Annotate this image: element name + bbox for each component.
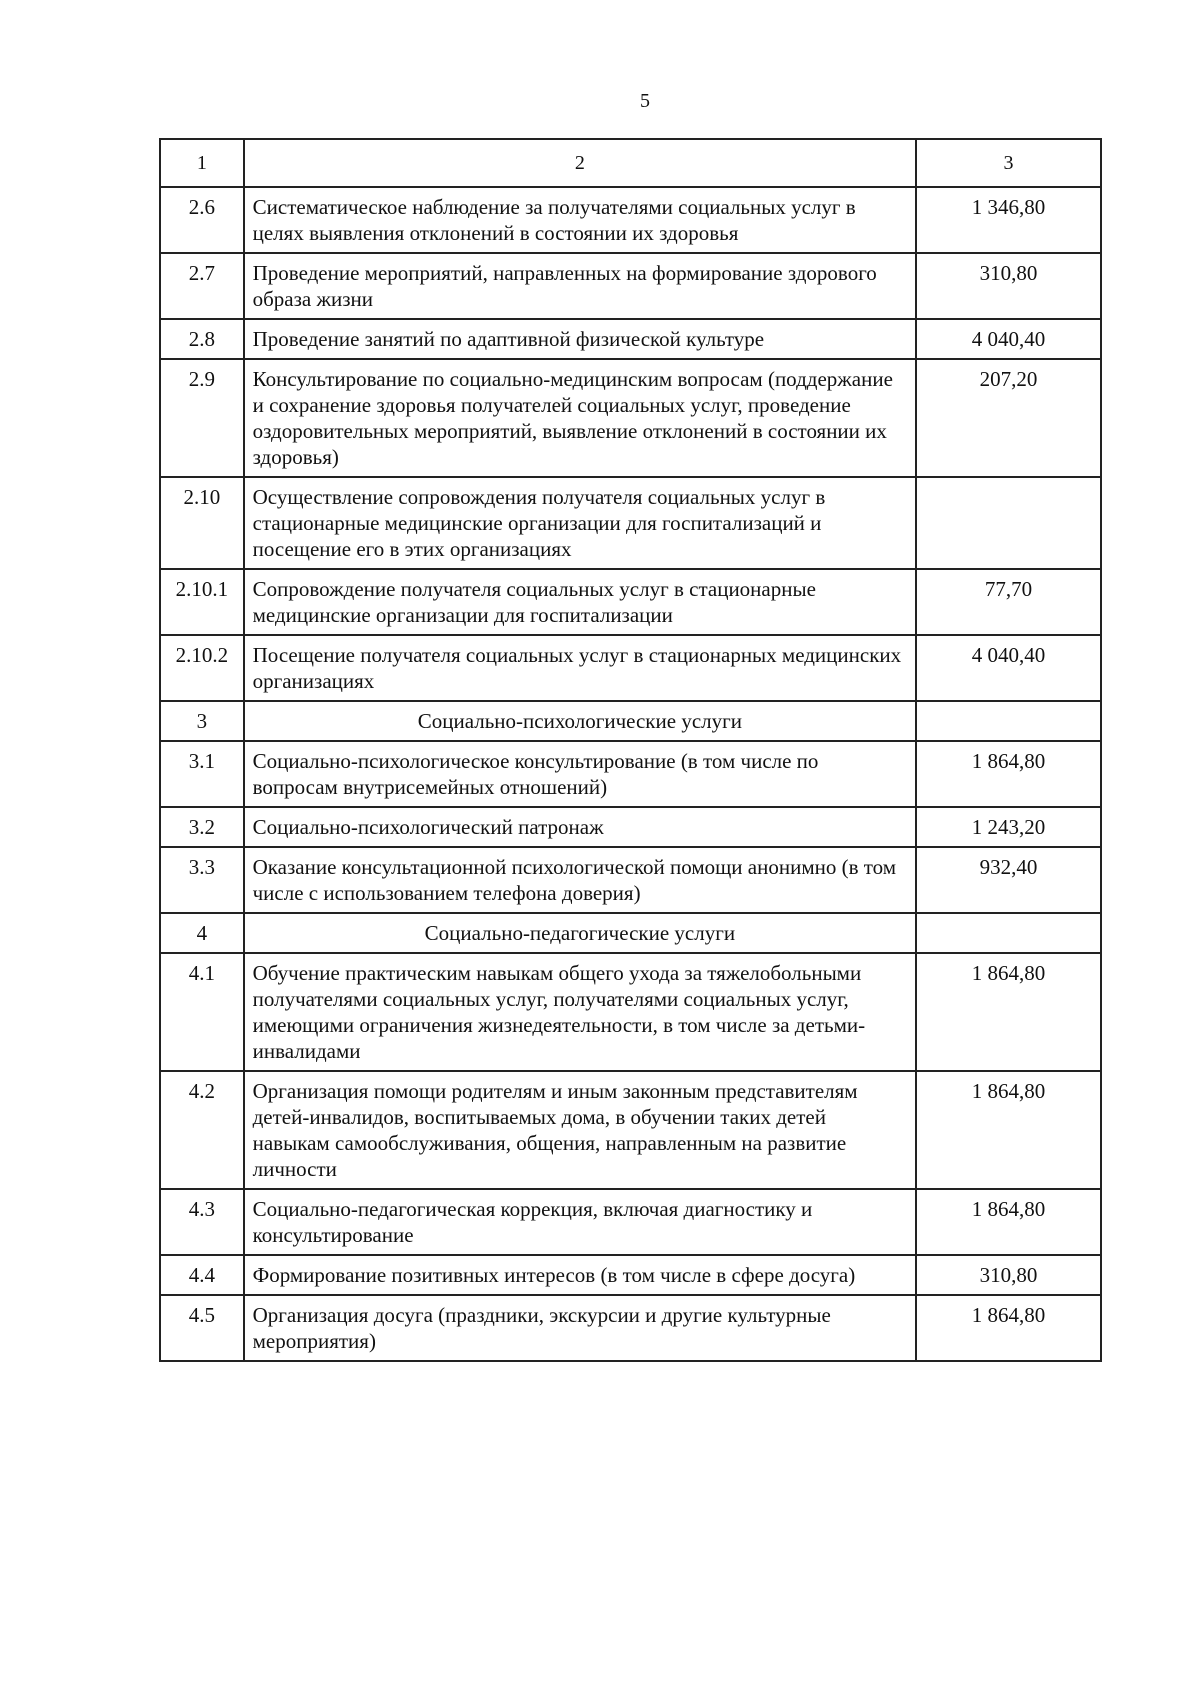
service-name-cell: Систематическое наблюдение за получателями социальных услуг в целях выявления отклонений в состоянии их здоровья — [244, 187, 916, 253]
row-number-cell: 4.5 — [160, 1295, 244, 1361]
service-name-cell: Социально-педагогическая коррекция, включая диагностику и консультирование — [244, 1189, 916, 1255]
service-name-cell: Формирование позитивных интересов (в том числе в сфере досуга) — [244, 1255, 916, 1295]
row-number-cell: 2.6 — [160, 187, 244, 253]
service-name-cell: Осуществление сопровождения получателя социальных услуг в стационарные медицинские организации для госпитализаций и посещение его в этих организациях — [244, 477, 916, 569]
row-number-cell: 3.1 — [160, 741, 244, 807]
header-col-1: 1 — [160, 139, 244, 187]
price-cell: 932,40 — [916, 847, 1101, 913]
service-name-cell: Организация помощи родителям и иным законным представителям детей-инвалидов, воспитываемых дома, в обучении таких детей навыкам самообслуживания, общения, направленным на развитие личности — [244, 1071, 916, 1189]
row-number-cell: 4 — [160, 913, 244, 953]
price-cell — [916, 701, 1101, 741]
table-row — [160, 253, 1101, 319]
service-name-cell: Социально-психологические услуги — [244, 701, 916, 741]
section-row — [160, 913, 1101, 953]
price-cell: 4 040,40 — [916, 319, 1101, 359]
price-cell: 1 243,20 — [916, 807, 1101, 847]
price-cell: 1 864,80 — [916, 953, 1101, 1071]
price-cell: 310,80 — [916, 1255, 1101, 1295]
row-number-cell: 4.3 — [160, 1189, 244, 1255]
row-number-cell: 2.7 — [160, 253, 244, 319]
row-number-cell: 4.4 — [160, 1255, 244, 1295]
row-number-cell: 4.1 — [160, 953, 244, 1071]
row-number-cell: 4.2 — [160, 1071, 244, 1189]
service-name-cell: Консультирование по социально-медицинским вопросам (поддержание и сохранение здоровья получателей социальных услуг, проведение оздоровительных мероприятий, выявление отклонений в состоянии их здоровья) — [244, 359, 916, 477]
table-row — [160, 569, 1101, 635]
table-row — [160, 319, 1101, 359]
row-number-cell: 2.10.1 — [160, 569, 244, 635]
price-cell — [916, 913, 1101, 953]
row-number-cell: 3 — [160, 701, 244, 741]
table-row — [160, 741, 1101, 807]
section-row — [160, 701, 1101, 741]
row-number-cell: 3.3 — [160, 847, 244, 913]
service-name-cell: Социально-психологический патронаж — [244, 807, 916, 847]
page-number: 5 — [640, 90, 650, 112]
row-number-cell: 2.8 — [160, 319, 244, 359]
price-cell: 1 864,80 — [916, 1071, 1101, 1189]
service-name-cell: Посещение получателя социальных услуг в стационарных медицинских организациях — [244, 635, 916, 701]
table-row — [160, 635, 1101, 701]
service-name-cell: Организация досуга (праздники, экскурсии и другие культурные мероприятия) — [244, 1295, 916, 1361]
price-cell: 1 346,80 — [916, 187, 1101, 253]
table-header-row — [160, 139, 1101, 187]
service-name-cell: Обучение практическим навыкам общего ухода за тяжелобольными получателями социальных услуг, получателями социальных услуг, имеющими ограничения жизнедеятельности, в том числе за детьми-инвалидами — [244, 953, 916, 1071]
service-name-cell: Проведение занятий по адаптивной физической культуре — [244, 319, 916, 359]
header-col-2: 2 — [244, 139, 916, 187]
table-row — [160, 1189, 1101, 1255]
table-row — [160, 1255, 1101, 1295]
table-row — [160, 477, 1101, 569]
service-name-cell: Социально-психологическое консультирование (в том числе по вопросам внутрисемейных отношений) — [244, 741, 916, 807]
service-name-cell: Оказание консультационной психологической помощи анонимно (в том числе с использованием телефона доверия) — [244, 847, 916, 913]
price-cell: 1 864,80 — [916, 1189, 1101, 1255]
price-cell: 1 864,80 — [916, 1295, 1101, 1361]
row-number-cell: 2.9 — [160, 359, 244, 477]
row-number-cell: 2.10 — [160, 477, 244, 569]
services-price-table — [159, 138, 1102, 1362]
price-cell: 310,80 — [916, 253, 1101, 319]
row-number-cell: 2.10.2 — [160, 635, 244, 701]
table-row — [160, 187, 1101, 253]
table-row — [160, 1071, 1101, 1189]
table-row — [160, 847, 1101, 913]
header-col-3: 3 — [916, 139, 1101, 187]
service-name-cell: Проведение мероприятий, направленных на формирование здорового образа жизни — [244, 253, 916, 319]
service-name-cell: Сопровождение получателя социальных услуг в стационарные медицинские организации для госпитализации — [244, 569, 916, 635]
row-number-cell: 3.2 — [160, 807, 244, 847]
price-cell: 4 040,40 — [916, 635, 1101, 701]
table-row — [160, 1295, 1101, 1361]
price-cell: 1 864,80 — [916, 741, 1101, 807]
price-cell: 77,70 — [916, 569, 1101, 635]
price-cell — [916, 477, 1101, 569]
table-row — [160, 359, 1101, 477]
service-name-cell: Социально-педагогические услуги — [244, 913, 916, 953]
price-cell: 207,20 — [916, 359, 1101, 477]
table-row — [160, 807, 1101, 847]
table-row — [160, 953, 1101, 1071]
